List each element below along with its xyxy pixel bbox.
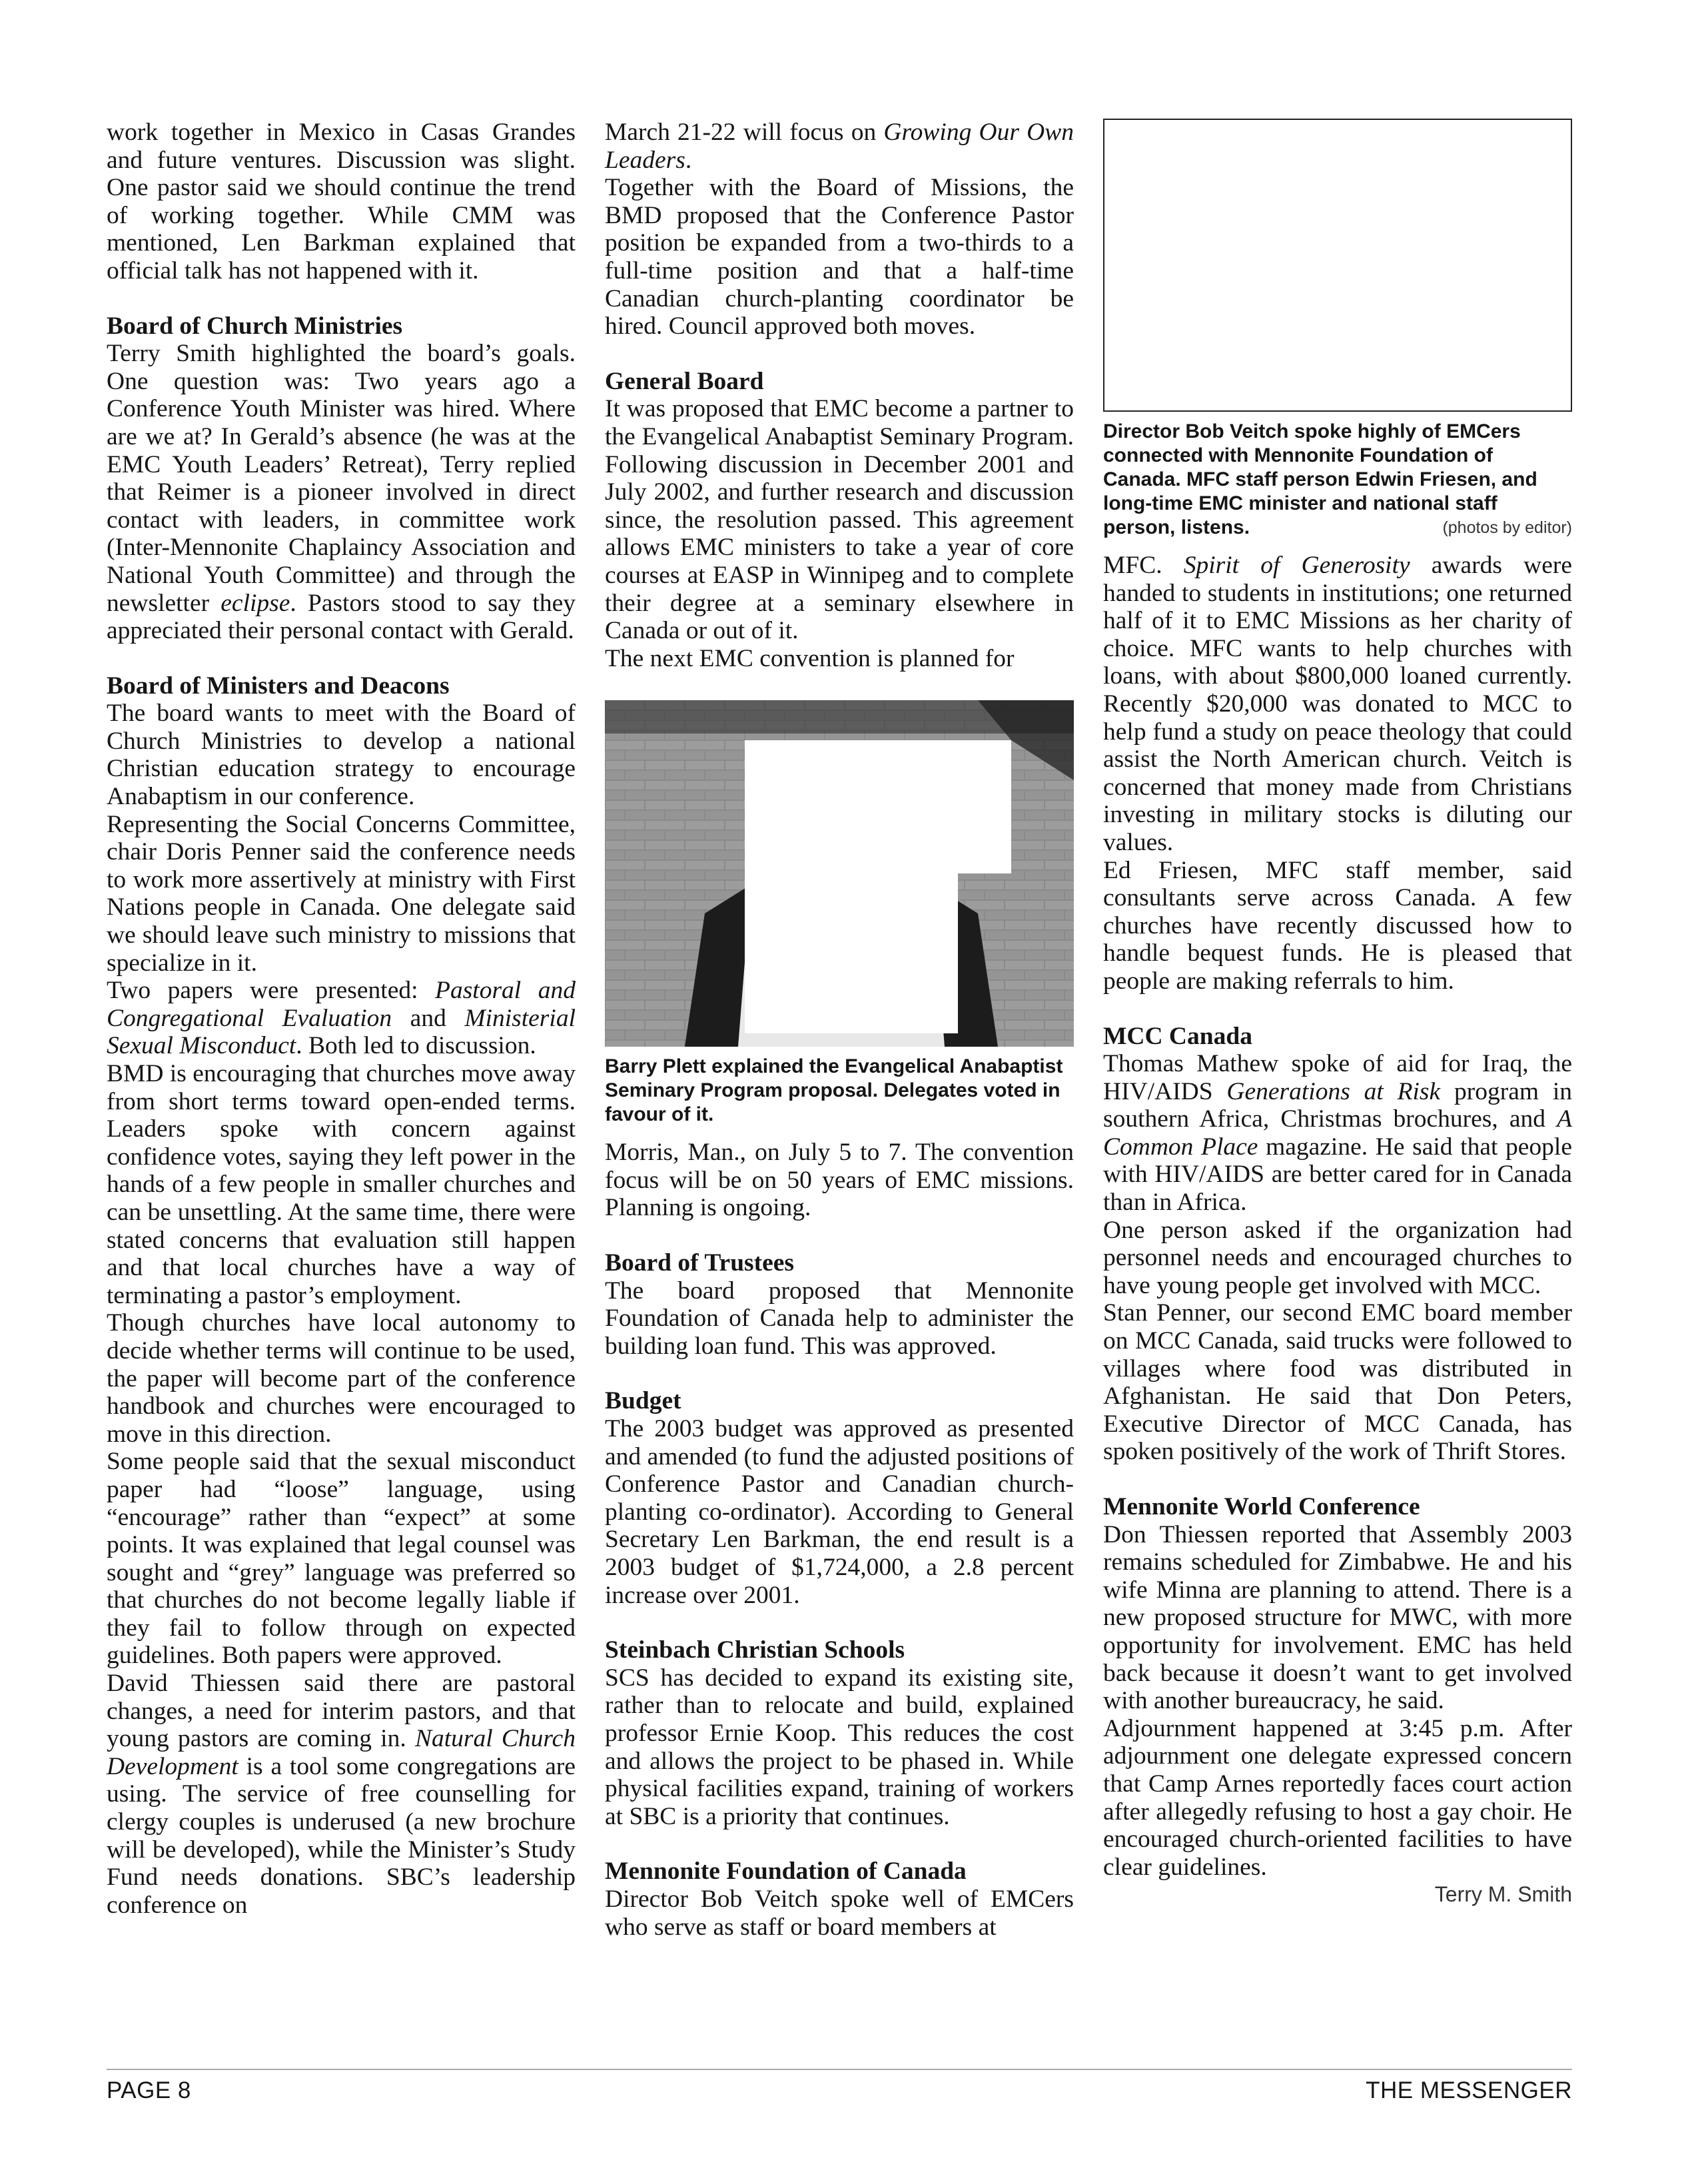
column-1 (107, 119, 576, 1919)
section-heading: MCC Canada (1103, 1022, 1252, 1050)
paragraph: March 21-22 will focus on Growing Our Own Leaders. (605, 119, 1074, 174)
column-2-bottom (605, 1139, 1074, 1941)
photo-credit: (photos by editor) (1442, 518, 1572, 537)
photo-caption-text: Director Bob Veitch spoke highly of EMCers connected with Mennonite Foundation of Canada. MFC staff person Edwin Friesen, and long-time EMC minister and national staff person, listens. (1103, 420, 1537, 538)
page-number: PAGE 8 (107, 2077, 191, 2103)
column-2 (605, 119, 1074, 1941)
paragraph: The 2003 budget was approved as presented and amended (to fund the adjusted positions of Conference Pastor and Canadian church-planting co-ordinator). According to General Secretary Len Barkman, the end result is a 2003 budget of $1,724,000, a 2.8 percent increase over 2001. (605, 1415, 1074, 1609)
photo-barry-plett (605, 700, 1074, 1047)
section-heading: Board of Ministers and Deacons (107, 672, 450, 700)
paragraph: David Thiessen said there are pastoral changes, a need for interim pastors, and that young pastors are coming in. Natural Church Development is a tool some congregations are using. The service of free counselling for clergy couples is underused (a new brochure will be developed), while the Minister’s Study Fund needs donations. SBC’s leadership conference on (107, 1670, 576, 1919)
section-heading: Mennonite Foundation of Canada (605, 1858, 967, 1886)
paragraph: work together in Mexico in Casas Grandes and future ventures. Discussion was slight. One pastor said we should continue the trend of working together. While CMM was mentioned, Len Barkman explained that official talk has not happened with it. (107, 119, 576, 284)
paragraph: Thomas Mathew spoke of aid for Iraq, the HIV/AIDS Generations at Risk program in southern Africa, Christmas brochures, and A Common Place magazine. He said that people with HIV/AIDS are better cared for in Canada than in Africa. (1103, 1050, 1572, 1217)
paragraph: MFC. Spirit of Generosity awards were handed to students in institutions; one returned half of it to EMC Missions as her charity of choice. MFC wants to help churches with loans, with about $800,000 loaned currently. Recently $20,000 was donated to MCC to help fund a study on peace theology that could assist the North American church. Veitch is concerned that money made from Christians investing in military stocks is diluting our values. (1103, 552, 1572, 856)
photo-caption-barry-plett: Barry Plett explained the Evangelical Anabaptist Seminary Program proposal. Delegates voted in favour of it. (605, 1055, 1063, 1126)
paragraph: SCS has decided to expand its existing site, rather than to relocate and build, explained professor Ernie Koop. This reduces the cost and allows the project to be phased in. While physical facilities expand, training of workers at SBC is a priority that continues. (605, 1664, 1074, 1830)
paragraph: Stan Penner, our second EMC board member on MCC Canada, said trucks were followed to villages where food was distributed in Afghanistan. He said that Don Peters, Executive Director of MCC Canada, has spoken positively of the work of Thrift Stores. (1103, 1299, 1572, 1466)
section-heading: Steinbach Christian Schools (605, 1636, 905, 1664)
paragraph: Though churches have local autonomy to decide whether terms will continue to be used, the paper will become part of the conference handbook and churches were encouraged to move in this direction. (107, 1309, 576, 1448)
column-3 (1103, 119, 1572, 1907)
column-3-body (1103, 552, 1572, 1881)
paragraph: One person asked if the organization had personnel needs and encouraged churches to have young people get involved with MCC. (1103, 1216, 1572, 1299)
publication-name: THE MESSENGER (1366, 2077, 1572, 2103)
section-heading: Board of Church Ministries (107, 312, 403, 340)
author-signature: Terry M. Smith (1434, 1882, 1572, 1907)
paragraph: Representing the Social Concerns Committee, chair Doris Penner said the conference needs to work more assertively at ministry with First Nations people in Canada. One delegate said we should leave such ministry to missions that specialize in it. (107, 810, 576, 977)
paragraph: The board proposed that Mennonite Foundation of Canada help to administer the building loan fund. This was approved. (605, 1277, 1074, 1360)
section-heading: Board of Trustees (605, 1249, 795, 1277)
paragraph: The board wants to meet with the Board of Church Ministries to develop a national Christian education strategy to encourage Anabaptism in our conference. (107, 700, 576, 811)
column-2-top (605, 119, 1074, 672)
paragraph: BMD is encouraging that churches move away from short terms toward open-ended terms. Leaders spoke with concern against confidence votes, saying they left power in the hands of a few people in smaller churches and can be unsettling. At the same time, there were stated concerns that evaluation still happen and that local churches have a way of terminating a pastor’s employment. (107, 1060, 576, 1309)
section-heading: Mennonite World Conference (1103, 1493, 1420, 1520)
paragraph: Adjournment happened at 3:45 p.m. After adjournment one delegate expressed concern that Camp Arnes reportedly faces court action after allegedly refusing to host a gay choir. He encouraged church-oriented facilities to have clear guidelines. (1103, 1714, 1572, 1881)
section-heading: Budget (605, 1387, 681, 1415)
paragraph: Two papers were presented: Pastoral and Congregational Evaluation and Ministerial Sexual Misconduct. Both led to discussion. (107, 977, 576, 1060)
section-heading: General Board (605, 367, 764, 395)
photo-bob-veitch (1103, 119, 1572, 412)
paragraph: Ed Friesen, MFC staff member, said consultants serve across Canada. A few churches have recently discussed how to handle bequest funds. He is pleased that people are making referrals to him. (1103, 856, 1572, 995)
photo-brick-wall-image (605, 700, 1074, 1047)
paragraph: Terry Smith highlighted the board’s goals. One question was: Two years ago a Conference Youth Minister was hired. Where are we at? In Gerald’s absence (he was at the EMC Youth Leaders’ Retreat), Terry replied that Reimer is a pioneer involved in direct contact with leaders, in committee work (Inter-Mennonite Chaplaincy Association and National Youth Committee) and through the newsletter eclipse. Pastors stood to say they appreciated their personal contact with Gerald. (107, 340, 576, 645)
paragraph: Don Thiessen reported that Assembly 2003 remains scheduled for Zimbabwe. He and his wife Minna are planning to attend. There is a new proposed structure for MWC, with more opportunity for involvement. EMC has held back because it doesn’t want to get involved with another bureaucracy, he said. (1103, 1520, 1572, 1715)
paragraph: It was proposed that EMC become a partner to the Evangelical Anabaptist Seminary Program. Following discussion in December 2001 and July 2002, and further research and discussion since, the resolution passed. This agreement allows EMC ministers to take a year of core courses at EASP in Winnipeg and to complete their degree at a seminary elsewhere in Canada or out of it. (605, 395, 1074, 645)
paragraph: The next EMC convention is planned for (605, 644, 1015, 672)
paragraph: Director Bob Veitch spoke well of EMCers who serve as staff or board members at (605, 1885, 1074, 1941)
photo-caption-bob-veitch (1103, 420, 1572, 540)
paragraph: Some people said that the sexual misconduct paper had “loose” language, using “encourage” rather than “expect” at some points. It was explained that legal counsel was sought and “grey” language was preferred so that churches do not become legally liable if they fail to follow through on expected guidelines. Both papers were approved. (107, 1448, 576, 1670)
paragraph: Morris, Man., on July 5 to 7. The convention focus will be on 50 years of EMC missions. Planning is ongoing. (605, 1139, 1074, 1222)
footer-rule (107, 2069, 1572, 2070)
paragraph: Together with the Board of Missions, the BMD proposed that the Conference Pastor position be expanded from a two-thirds to a full-time position and that a half-time Canadian church-planting coordinator be hired. Council approved both moves. (605, 174, 1074, 340)
